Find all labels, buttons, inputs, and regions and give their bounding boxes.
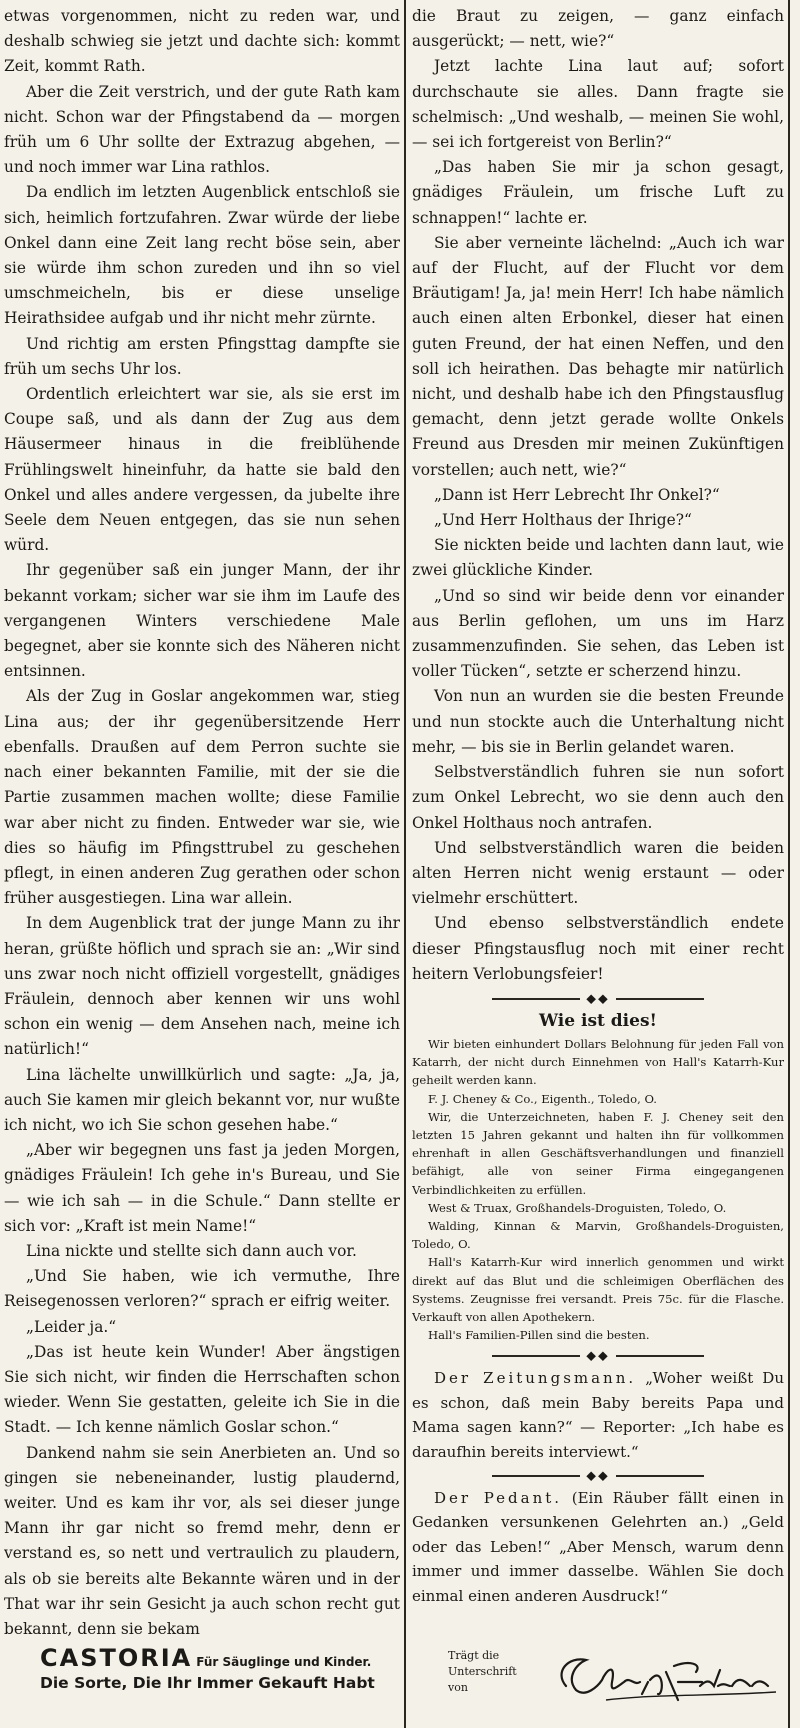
anecdote-text: „Woher weißt Du es schon, daß mein Baby bereits Papa und Mama sagen kann?“ — Reporter: „Ich habe es daraufhin bereits interviewt.“ — [412, 1369, 784, 1461]
separator: ⬥⬥ — [412, 991, 784, 1007]
paragraph: Von nun an wurden sie die besten Freunde und nun stockte auch die Unterhaltung nicht mehr, — bis sie in Berlin gelandet waren. — [412, 687, 784, 756]
paragraph: Und ebenso selbstverständlich endete dieser Pfingstausflug noch mit einer recht heitern Verlobungsfeier! — [412, 914, 784, 983]
ad-paragraph: Wir bieten einhundert Dollars Belohnung für jeden Fall von Katarrh, der nicht durch Einnehmen von Hall's Katarrh-Kur geheilt werden kann. — [412, 1036, 784, 1088]
paragraph: Ihr gegenüber saß ein junger Mann, der ihr bekannt vorkam; sicher war sie ihm im Laufe des vergangenen Winters verschiedene Male begegnet, aber sie konnte sich des Näheren nicht entsinnen. — [4, 561, 400, 681]
anecdote-pedant — [412, 1486, 784, 1608]
ad-title: Wie ist dies! — [539, 1010, 657, 1031]
paragraph: Und richtig am ersten Pfingsttag dampfte sie früh um sechs Uhr los. — [4, 334, 400, 378]
anecdote-lead: Der Pedant. — [434, 1489, 563, 1507]
anecdote-zeitungsmann — [412, 1366, 784, 1464]
ad-paragraph: F. J. Cheney & Co., Eigenth., Toledo, O. — [428, 1091, 657, 1106]
castoria-slogan: Die Sorte, Die Ihr Immer Gekauft Habt — [40, 1674, 375, 1692]
paragraph: „Und so sind wir beide denn vor einander aus Berlin geflohen, um uns im Harz zusammenzufinden. Sie sehen, das Leben ist voller Tücken“, setzte er scherzend hinzu. — [412, 586, 784, 681]
ad-paragraph: Wir, die Unterzeichneten, haben F. J. Cheney seit den letzten 15 Jahren gekannt und halten ihn für vollkommen ehrenhaft in allen Geschäftsverhandlungen und finanziell befähigt, alle von seiner Firma eingegangenen Verbindlichkeiten zu erfüllen. — [412, 1109, 784, 1197]
paragraph: „Leider ja.“ — [26, 1317, 117, 1336]
right-column — [412, 4, 784, 1640]
paragraph: „Das haben Sie mir ja schon gesagt, gnädiges Fräulein, um frische Luft zu schnappen!“ lachte er. — [412, 158, 784, 227]
paragraph: Lina lächelte unwillkürlich und sagte: „Ja, ja, auch Sie kamen mir gleich bekannt vor, nur wußte ich nicht, wo ich Sie schon gesehen habe.“ — [4, 1065, 400, 1134]
paragraph: Und selbstverständlich waren die beiden alten Herren nicht wenig erstaunt — oder vielmehr erschüttert. — [412, 838, 784, 908]
left-column — [4, 4, 400, 1640]
paragraph: die Braut zu zeigen, — ganz einfach ausgerückt; — nett, wie?“ — [412, 7, 784, 51]
paragraph: Dankend nahm sie sein Anerbieten an. Und so gingen sie nebeneinander, lustig plaudernd, weiter. Und es kam ihr vor, als sei dieser junge Mann ihr gar nicht so fremd mehr, denn er verstand es, so nett und vertraulich zu plaudern, als ob sie bereits alte Bekannte wären und in der That war ihr sein Gesicht ja auch schon recht gut bekannt, denn sie bekam — [4, 1443, 400, 1638]
paragraph: Selbstverständlich fuhren sie nun sofort zum Onkel Lebrecht, wo sie denn auch den Onkel Holthaus noch antrafen. — [412, 763, 784, 832]
paragraph: „Dann ist Herr Lebrecht Ihr Onkel?“ — [434, 485, 720, 504]
separator: ⬥⬥ — [412, 1468, 784, 1484]
paragraph: „Und Sie haben, wie ich vermuthe, Ihre Reisegenossen verloren?“ sprach er eifrig weiter. — [4, 1267, 400, 1311]
paragraph: Da endlich im letzten Augenblick entschloß sie sich, heimlich fortzufahren. Zwar würde der liebe Onkel dann eine Zeit lang recht böse sein, aber sie würde ihm schon zureden und ihn so viel umschmeicheln, bis er diese unselige Heirathsidee aufgab und ihr nicht mehr zürnte. — [4, 183, 400, 328]
signature-label: Trägt die Unterschrift von — [448, 1649, 517, 1694]
paragraph: Sie aber verneinte lächelnd: „Auch ich war auf der Flucht, auf der Flucht vor dem Bräutigam! Ja, ja! mein Herr! Ich habe nämlich auch einen alten Erbonkel, dieser hat einen guten Freund, der hat einen Neffen, und den soll ich heirathen. Das behagte mir natürlich nicht, und deshalb habe ich den Pfingstausflug gemacht, denn jetzt gerade wollte Onkels Freund aus Dresden mir meinen Zukünftigen vorstellen; auch nett, wie?“ — [412, 233, 784, 479]
paragraph: Lina nickte und stellte sich dann auch vor. — [26, 1241, 357, 1260]
column-divider — [404, 0, 406, 1728]
ad-paragraph: Hall's Katarrh-Kur wird innerlich genommen und wirkt direkt auf das Blut und die schleimigen Oberflächen des Systems. Zeugnisse frei versandt. Preis 75c. für die Flasche. Verkauft von allen Apothekern. — [412, 1255, 784, 1324]
handwritten-signature — [546, 1642, 796, 1712]
castoria-brand: CASTORIA — [40, 1644, 193, 1672]
paragraph: In dem Augenblick trat der junge Mann zu ihr heran, grüßte höflich und sprach sie an: „Wir sind uns zwar noch nicht offiziell vorgestellt, gnädiges Fräulein, dennoch aber kennen wir uns wohl schon ein wenig — dem Ansehen nach, meine ich natürlich!“ — [4, 914, 400, 1059]
separator: ⬥⬥ — [412, 1348, 784, 1364]
paragraph: Jetzt lachte Lina laut auf; sofort durchschaute sie alles. Dann fragte sie schelmisch: „Und weshalb, — meinen Sie wohl, — sei ich fortgereist von Berlin?“ — [412, 57, 784, 152]
paragraph: Als der Zug in Goslar angekommen war, stieg Lina aus; der ihr gegenübersitzende Herr ebenfalls. Draußen auf dem Perron suchte sie nach einer bekannten Familie, mit der sie die Partie zusammen machen wollte; diese Familie war aber nicht zu finden. Entweder war sie, wie dies so häufig im Pfingsttrubel zu geschehen pflegt, in einen anderen Zug gerathen oder schon früher ausgestiegen. Lina war allein. — [4, 687, 400, 908]
castoria-for-whom: Für Säuglinge und Kinder. — [196, 1655, 372, 1669]
ad-paragraph: Walding, Kinnan & Marvin, Großhandels-Droguisten, Toledo, O. — [412, 1218, 784, 1252]
paragraph: „Aber wir begegnen uns fast ja jeden Morgen, gnädiges Fräulein! Ich gehe in's Bureau, und Sie — wie ich sah — in die Schule.“ Dann stellte er sich vor: „Kraft ist mein Name!“ — [4, 1141, 400, 1235]
paragraph: Aber die Zeit verstrich, und der gute Rath kam nicht. Schon war der Pfingstabend da — morgen früh um 6 Uhr sollte der Extrazug abgehen, — und noch immer war Lina rathlos. — [4, 82, 400, 177]
castoria-ad — [40, 1644, 400, 1692]
paragraph: Ordentlich erleichtert war sie, als sie erst im Coupe saß, und als dann der Zug aus dem Häusermeer hinaus in die freiblühende Frühlingswelt hineinfuhr, da hatte sie bald den Onkel und alles andere vergessen, da jubelte ihre Seele dem Neuen entgegen, das sie nun sehen würd. — [4, 385, 400, 555]
page-edge-rule — [788, 0, 790, 1728]
paragraph: Sie nickten beide und lachten dann laut, wie zwei glückliche Kinder. — [412, 536, 784, 580]
anecdote-text: (Ein Räuber fällt einen in Gedanken versunkenen Gelehrten an.) „Geld oder das Leben!“ „Aber Mensch, warum denn immer und immer dasselbe. Wählen Sie doch einmal einen anderen Ausdruck!“ — [412, 1489, 784, 1605]
paragraph: etwas vorgenommen, nicht zu reden war, und deshalb schwieg sie jetzt und dachte sich: kommt Zeit, kommt Rath. — [4, 7, 400, 76]
anecdote-lead: Der Zeitungsmann. — [434, 1369, 637, 1388]
ad-paragraph: Hall's Familien-Pillen sind die besten. — [428, 1328, 650, 1343]
ad-paragraph: West & Truax, Großhandels-Droguisten, Toledo, O. — [428, 1200, 727, 1215]
paragraph: „Und Herr Holthaus der Ihrige?“ — [434, 511, 692, 530]
paragraph: „Das ist heute kein Wunder! Aber ängstigen Sie sich nicht, wir finden die Herrschaften schon wieder. Wenn Sie gestatten, geleite ich Sie in die Stadt. — Ich kenne nämlich Goslar schon.“ — [4, 1342, 400, 1437]
